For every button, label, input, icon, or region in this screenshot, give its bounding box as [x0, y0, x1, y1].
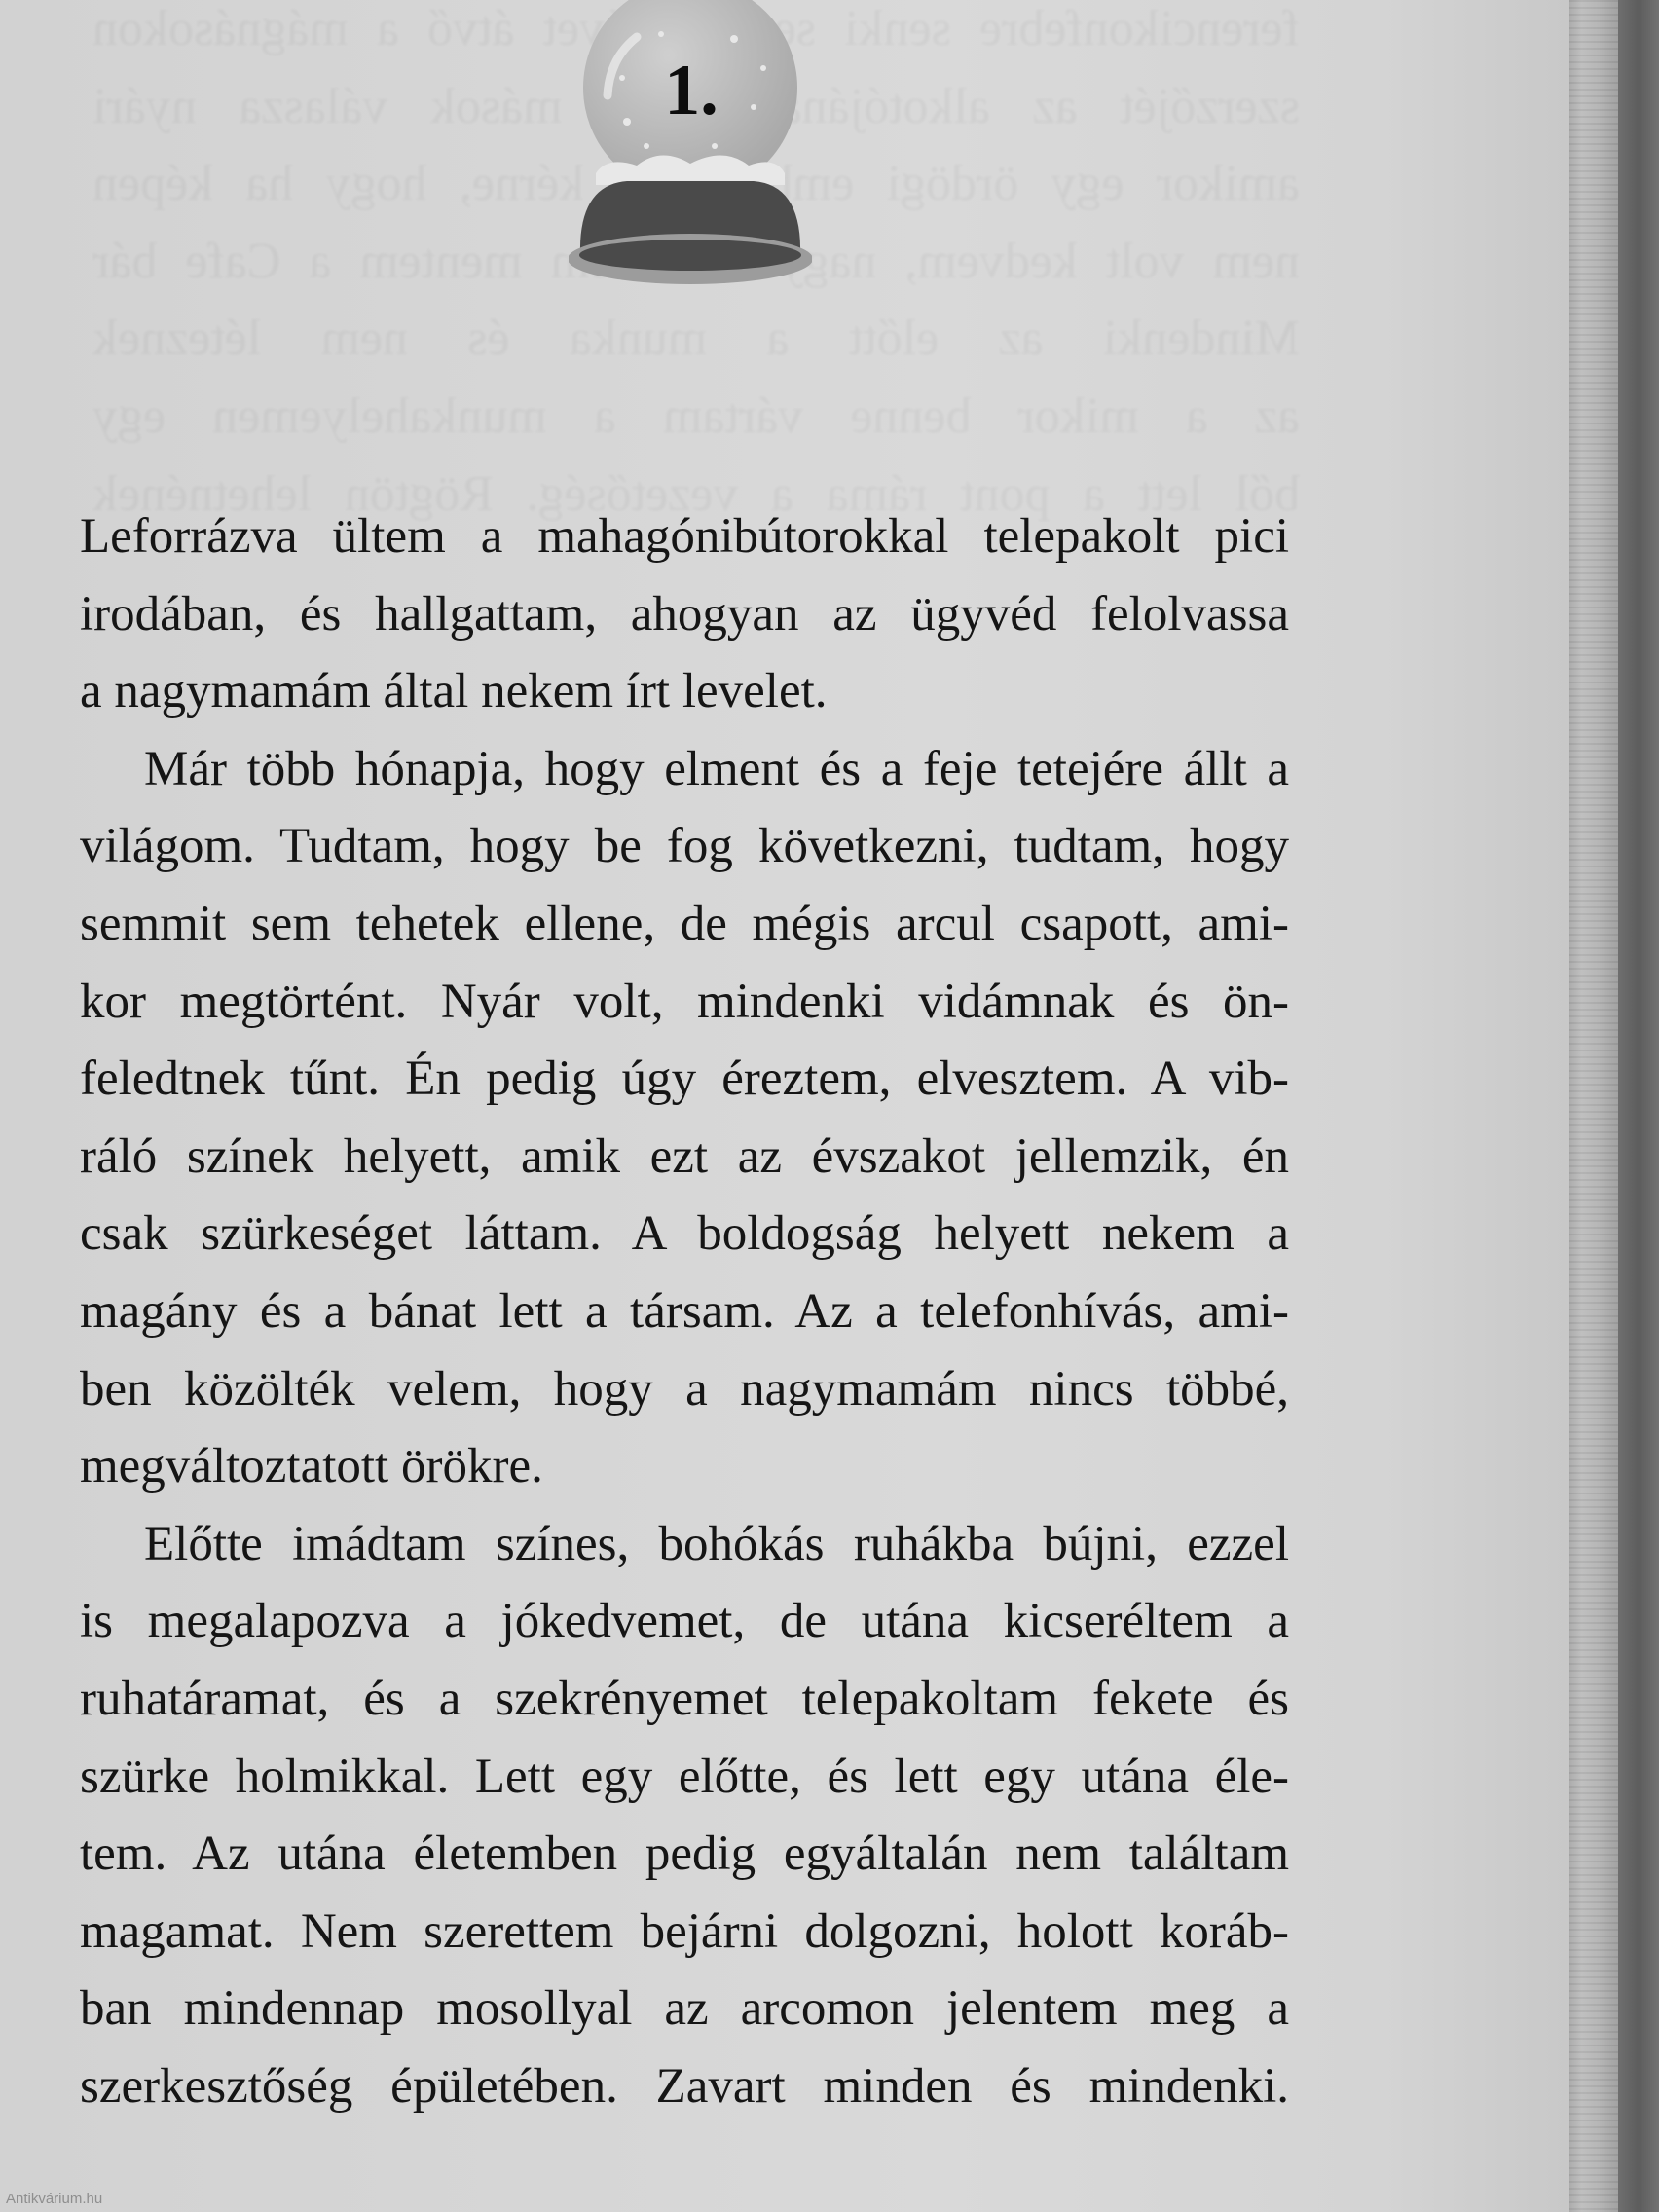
text-line: Már több hónapja, hogy elment és a feje tetejére állt a — [144, 741, 1289, 796]
text-line: kor megtörtént. Nyár volt, mindenki vidámnak és ön- — [80, 974, 1289, 1029]
page-edges — [1569, 0, 1618, 2212]
text-line: a nagymamám által nekem írt levelet. — [80, 664, 828, 719]
paragraph-2 — [80, 731, 1289, 1506]
text-line: Előtte imádtam színes, bohókás ruhákba bújni, ezzel — [144, 1516, 1289, 1571]
text-line: ben közölték velem, hogy a nagymamám nincs többé, — [80, 1361, 1289, 1417]
text-line: megváltoztatott örökre. — [80, 1439, 543, 1494]
text-line: magány és a bánat lett a társam. Az a telefonhívás, ami- — [80, 1283, 1289, 1339]
text-line: ruhatáramat, és a szekrényemet telepakoltam fekete és — [80, 1671, 1289, 1726]
watermark: Antikvárium.hu — [6, 2191, 103, 2207]
paragraph-3 — [80, 1506, 1289, 2126]
text-line: szerkesztőség épületében. Zavart minden és mindenki. — [80, 2058, 1289, 2114]
text-line: tem. Az utána életemben pedig egyáltalán nem találtam — [80, 1826, 1289, 1882]
bleed-line — [92, 378, 1300, 456]
text-line: Leforrázva ültem a mahagónibútorokkal telepakolt pici — [80, 509, 1289, 564]
text-line: ráló színek helyett, amik ezt az évszakot jellemzik, én — [80, 1128, 1289, 1184]
chapter-number: 1. — [664, 51, 719, 130]
text-line: magamat. Nem szerettem bejárni dolgozni, holott koráb- — [80, 1903, 1289, 1959]
chapter-body — [80, 498, 1289, 2125]
text-line: szürke holmikkal. Lett egy előtte, és lett egy utána éle- — [80, 1749, 1289, 1804]
paragraph-1 — [80, 498, 1289, 731]
text-line: is megalapozva a jókedvemet, de utána kicseréltem a — [80, 1594, 1289, 1649]
text-line: csak szürkeséget láttam. A boldogság helyett nekem a — [80, 1206, 1289, 1262]
text-line: ban mindennap mosollyal az arcomon jelentem meg a — [80, 1981, 1289, 2037]
text-line: irodában, és hallgattam, ahogyan az ügyvéd felolvassa — [80, 586, 1289, 642]
text-line: semmit sem tehetek ellene, de mégis arcul csapott, ami- — [80, 896, 1289, 951]
text-line: világom. Tudtam, hogy be fog következni, tudtam, hogy — [80, 819, 1289, 874]
text-line: feledtnek tűnt. Én pedig úgy éreztem, elvesztem. A vib- — [80, 1051, 1289, 1107]
book-binding — [1618, 0, 1659, 2212]
